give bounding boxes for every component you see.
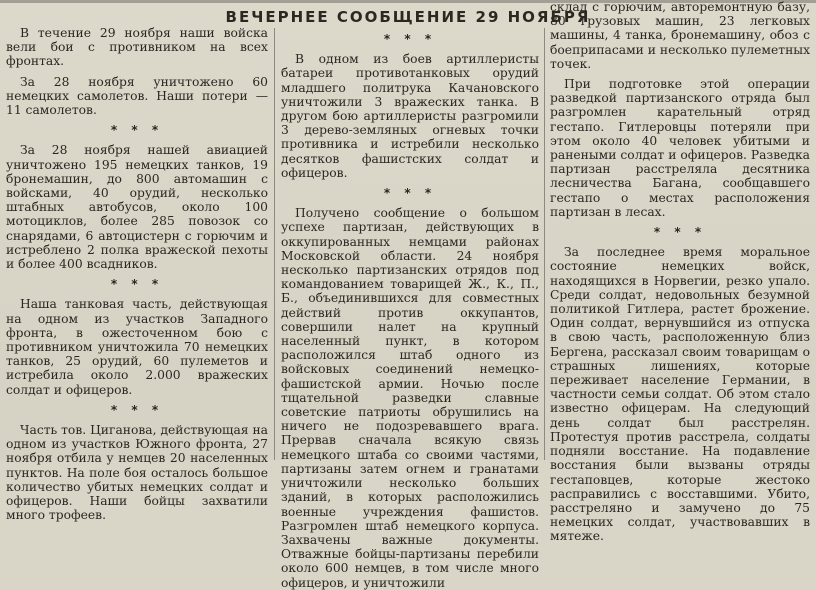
paragraph: В одном из боев артиллеристы батареи противотанковых орудий младшего политрука Качановского уничтожили 3 вражеских танка. В другом бою артиллеристы разгромили 3 дерево-земляных огневых точки противника и истребили несколько десятков фашистских солдат и офицеров. bbox=[281, 52, 539, 180]
paragraph: Получено сообщение о большом успехе партизан, действующих в оккупированных немцами районах Московской области. 24 ноября несколько партизанских отрядов под командованием товарищей Ж., К., П., Б., объединившихся для совместных действий против оккупантов, совершили налет на крупный населенный пункт, в котором расположился штаб одного из войсковых соединений немецко-фашистской армии. Ночью после тщательной разведки славные советские патриоты обрушились на ничего не подозревавшего врага. Прервав сначала всякую связь немецкого штаба со своими частями, партизаны затем огнем и гранатами уничтожили несколько больших зданий, в которых расположились военные учреждения фашистов. Разгромлен штаб немецкого корпуса. Захвачены важные документы. Отважные бойцы-партизаны перебили около 600 немцев, в том числе много офицеров, и уничтожили bbox=[281, 206, 539, 590]
separator: * * * bbox=[110, 402, 164, 417]
paragraph: В течение 29 ноября наши войска вели бои с противником на всех фронтах. bbox=[6, 26, 268, 69]
column-2 bbox=[281, 30, 539, 590]
paragraph: При подготовке этой операции разведкой партизанского отряда был разгромлен карательный отряд гестапо. Гитлеровцы потеряли при этом около 40 человек убитыми и ранеными солдат и офицеров. Разведка партизан расстреляла десятника лесничества Багана, сообщавшего гестапо о местах расположения партизан в лесах. bbox=[550, 77, 810, 219]
column-1 bbox=[6, 26, 268, 523]
separator: * * * bbox=[383, 32, 437, 46]
paragraph: Наша танковая часть, действующая на одном из участков Западного фронта, в ожесточенном бою с противником уничтожила 70 немецких танков, 25 орудий, 60 пулеметов и истребила около 2.000 вражеских солдат и офицеров. bbox=[6, 297, 268, 397]
paragraph: Часть тов. Циганова, действующая на одном из участков Южного фронта, 27 ноября отбила у немцев 20 населенных пунктов. На поле боя осталось большое количество убитых немецких солдат и офицеров. Наши бойцы захватили много трофеев. bbox=[6, 423, 268, 523]
separator: * * * bbox=[110, 123, 164, 138]
column-divider bbox=[274, 28, 275, 460]
paragraph: За последнее время моральное состояние немецких войск, находящихся в Норвегии, резко упало. Среди солдат, недовольных безумной политикой Гитлера, растет брожение. Один солдат, вернувшийся из отпуска в свою часть, расположенную близ Бергена, рассказал своим товарищам о страшных лишениях, которые переживает население Германии, в частности семьи солдат. Об этом стало известно офицерам. На следующий день солдат был расстрелян. Протестуя против расстрела, солдаты подняли восстание. На подавление восстания были вызваны отряды гестаповцев, которые жестоко расправились с восставшими. Убито, расстреляно и замучено до 75 немецких солдат, участвовавших в мятеже. bbox=[550, 245, 810, 544]
paragraph: За 28 ноября уничтожено 60 немецких самолетов. Наши потери — 11 самолетов. bbox=[6, 74, 268, 118]
headline: ВЕЧЕРНЕЕ СООБЩЕНИЕ 29 НОЯБРЯ bbox=[225, 8, 591, 26]
separator: * * * bbox=[110, 277, 164, 292]
column-divider bbox=[544, 28, 545, 460]
paragraph: склад с горючим, авторемонтную базу, 80 грузовых машин, 23 легковых машины, 4 танка, бронемашину, обоз с боеприпасами и несколько пулеметных точек. bbox=[550, 0, 810, 71]
separator: * * * bbox=[653, 225, 707, 240]
separator: * * * bbox=[383, 186, 437, 201]
column-3 bbox=[550, 0, 810, 544]
paragraph: За 28 ноября нашей авиацией уничтожено 195 немецких танков, 19 бронемашин, до 800 автомашин с войсками, 40 орудий, несколько штабных автобусов, около 100 мотоциклов, более 285 повозок со снарядами, 6 автоцистерн с горючим и истреблено 2 полка вражеской пехоты и более 400 всадников. bbox=[6, 143, 268, 272]
